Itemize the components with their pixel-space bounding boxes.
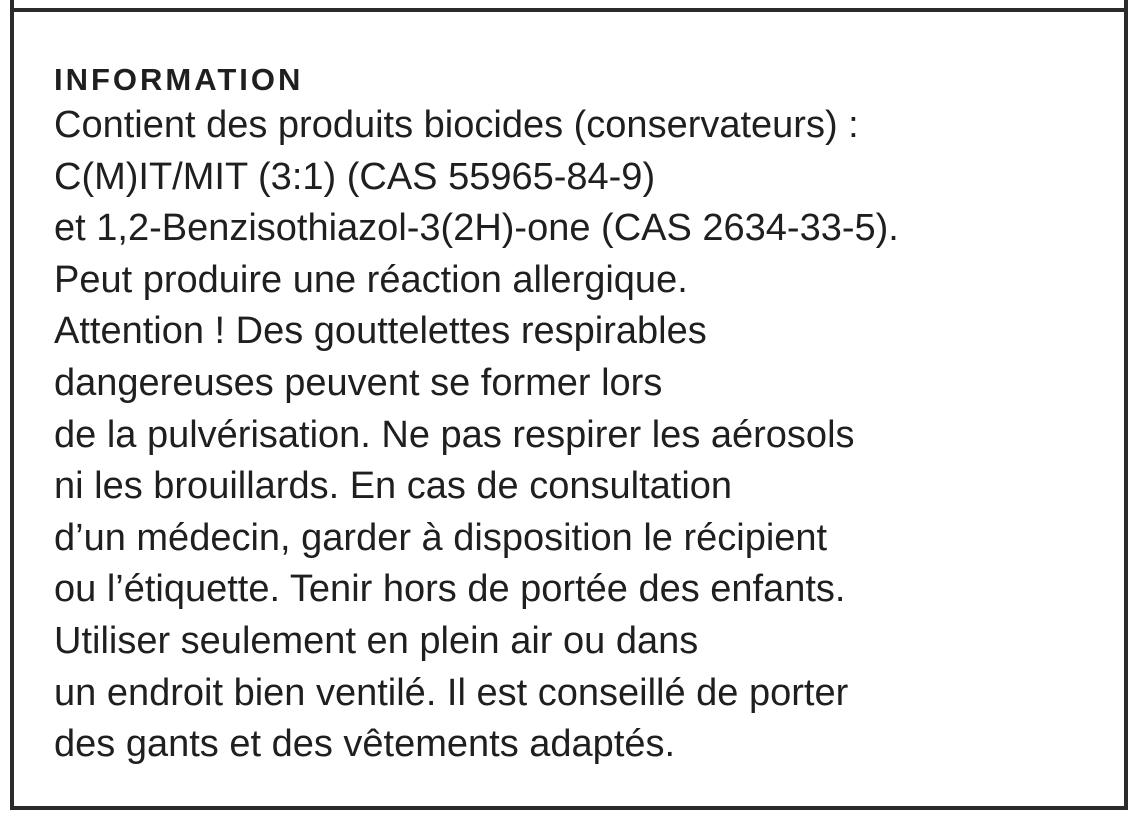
information-text [54, 100, 1114, 771]
text-line: dangereuses peuvent se former lors [54, 361, 663, 404]
text-line: Contient des produits biocides (conservateurs) : [54, 104, 859, 146]
text-line: ni les brouillards. En cas de consultation [54, 465, 733, 508]
text-line: Peut produire une réaction allergique. [54, 258, 688, 301]
information-heading: INFORMATION [54, 62, 304, 97]
top-divider [10, 8, 1128, 12]
information-block [54, 60, 1114, 771]
text-line: Attention ! Des gouttelettes respirables [54, 310, 707, 353]
text-line: des gants et des vêtements adaptés. [54, 723, 676, 766]
text-line: de la pulvérisation. Ne pas respirer les aérosols [54, 413, 855, 456]
text-line: ou l’étiquette. Tenir hors de portée des enfants. [54, 568, 846, 611]
text-line: un endroit bien ventilé. Il est conseillé de porter [54, 671, 849, 714]
text-line: C(M)IT/MIT (3:1) (CAS 55965-84-9) [54, 155, 656, 198]
text-line: d’un médecin, garder à disposition le récipient [54, 516, 828, 559]
text-line: Utiliser seulement en plein air ou dans [54, 619, 699, 662]
text-line: et 1,2-Benzisothiazol-3(2H)-one (CAS 2634-33-5). [54, 207, 899, 250]
